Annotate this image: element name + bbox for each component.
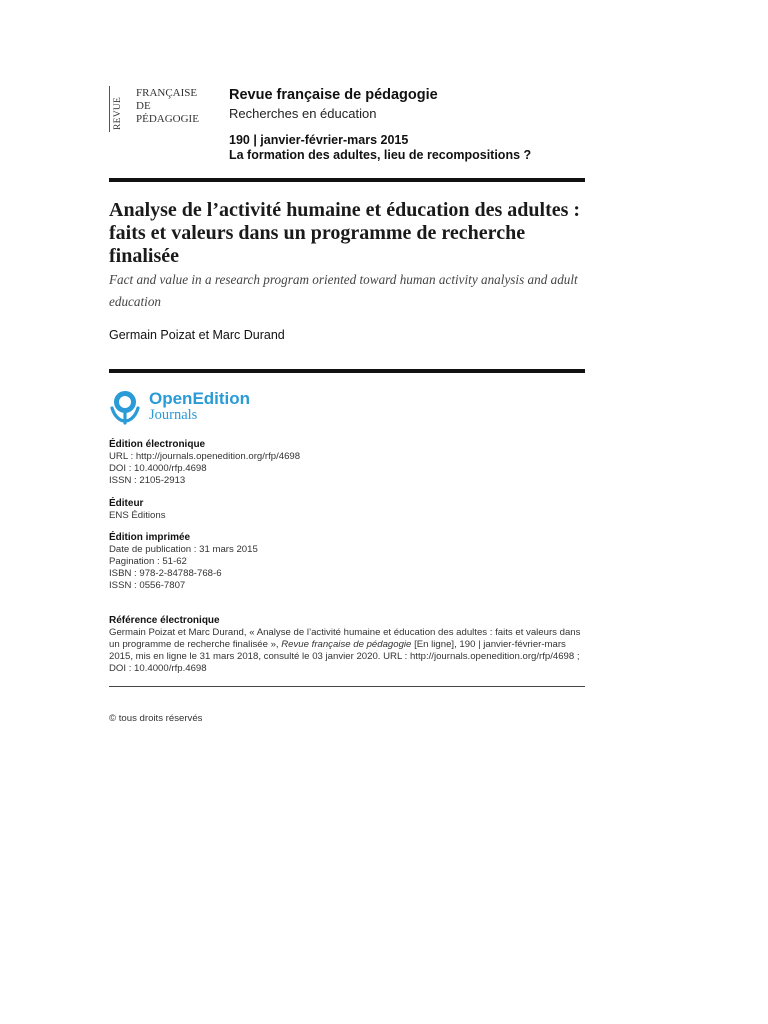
bottom-divider (109, 686, 585, 687)
article-title: Analyse de l’activité humaine et éducation des adultes : faits et valeurs dans un programme de recherche finalisée (109, 199, 581, 267)
logo-line-3: PÉDAGOGIE (136, 113, 199, 125)
journal-subtitle: Recherches en éducation (229, 106, 377, 121)
edition-imprimee-pagination: Pagination : 51-62 (109, 556, 187, 567)
openedition-brand: OpenEdition (149, 389, 251, 408)
logo-vertical-text: REVUE (113, 96, 123, 130)
issue-theme: La formation des adultes, lieu de recompositions ? (229, 148, 532, 162)
editeur-name: ENS Éditions (109, 510, 166, 521)
edition-imprimee-heading: Édition imprimée (109, 532, 191, 543)
top-divider (109, 178, 585, 182)
issue-number: 190 | janvier-février-mars 2015 (229, 133, 409, 147)
logo-divider (109, 86, 110, 132)
reference-text (109, 627, 585, 675)
reference-journal: Revue française de pédagogie (281, 639, 412, 650)
reference-section (109, 615, 585, 675)
openedition-logo (109, 389, 279, 425)
article-subtitle: Fact and value in a research program oriented toward human activity analysis and adult education (109, 272, 578, 309)
edition-electronique-doi: DOI : 10.4000/rfp.4698 (109, 463, 207, 474)
openedition-person-icon (109, 389, 145, 425)
journal-logo (109, 86, 219, 132)
reference-part-1: Germain Poizat et Marc Durand, « Analyse de l’activité humaine et éducation des adultes : faits et valeurs dans un programme de recherche finalisée », (109, 627, 581, 650)
middle-divider (109, 369, 585, 373)
edition-imprimee-issn: ISSN : 0556-7807 (109, 580, 186, 591)
edition-electronique-section (109, 439, 585, 487)
editeur-section (109, 498, 585, 522)
edition-imprimee-section (109, 532, 585, 592)
journal-title: Revue française de pédagogie (229, 87, 438, 103)
edition-imprimee-isbn: ISBN : 978-2-84788-768-6 (109, 568, 222, 579)
journal-header (229, 86, 589, 163)
logo-line-2: DE (136, 100, 151, 112)
edition-imprimee-date: Date de publication : 31 mars 2015 (109, 544, 258, 555)
openedition-sub: Journals (149, 407, 198, 423)
edition-electronique-url: URL : http://journals.openedition.org/rfp/4698 (109, 451, 301, 462)
editeur-heading: Éditeur (109, 498, 144, 509)
edition-electronique-issn: ISSN : 2105-2913 (109, 475, 186, 486)
logo-text (136, 87, 199, 126)
reference-heading: Référence électronique (109, 615, 220, 626)
copyright-notice: © tous droits réservés (109, 713, 203, 724)
article-authors: Germain Poizat et Marc Durand (109, 328, 285, 342)
edition-electronique-heading: Édition électronique (109, 439, 206, 450)
logo-line-1: FRANÇAISE (136, 87, 198, 99)
reference-part-2: [En ligne], 190 | janvier-février-mars 2015, mis en ligne le 31 mars 2018, consulté le 03 janvier 2020. URL : http://journals.openedition.org/rfp/4698 ; DOI : 10.4000/rfp.4698 (109, 639, 580, 674)
